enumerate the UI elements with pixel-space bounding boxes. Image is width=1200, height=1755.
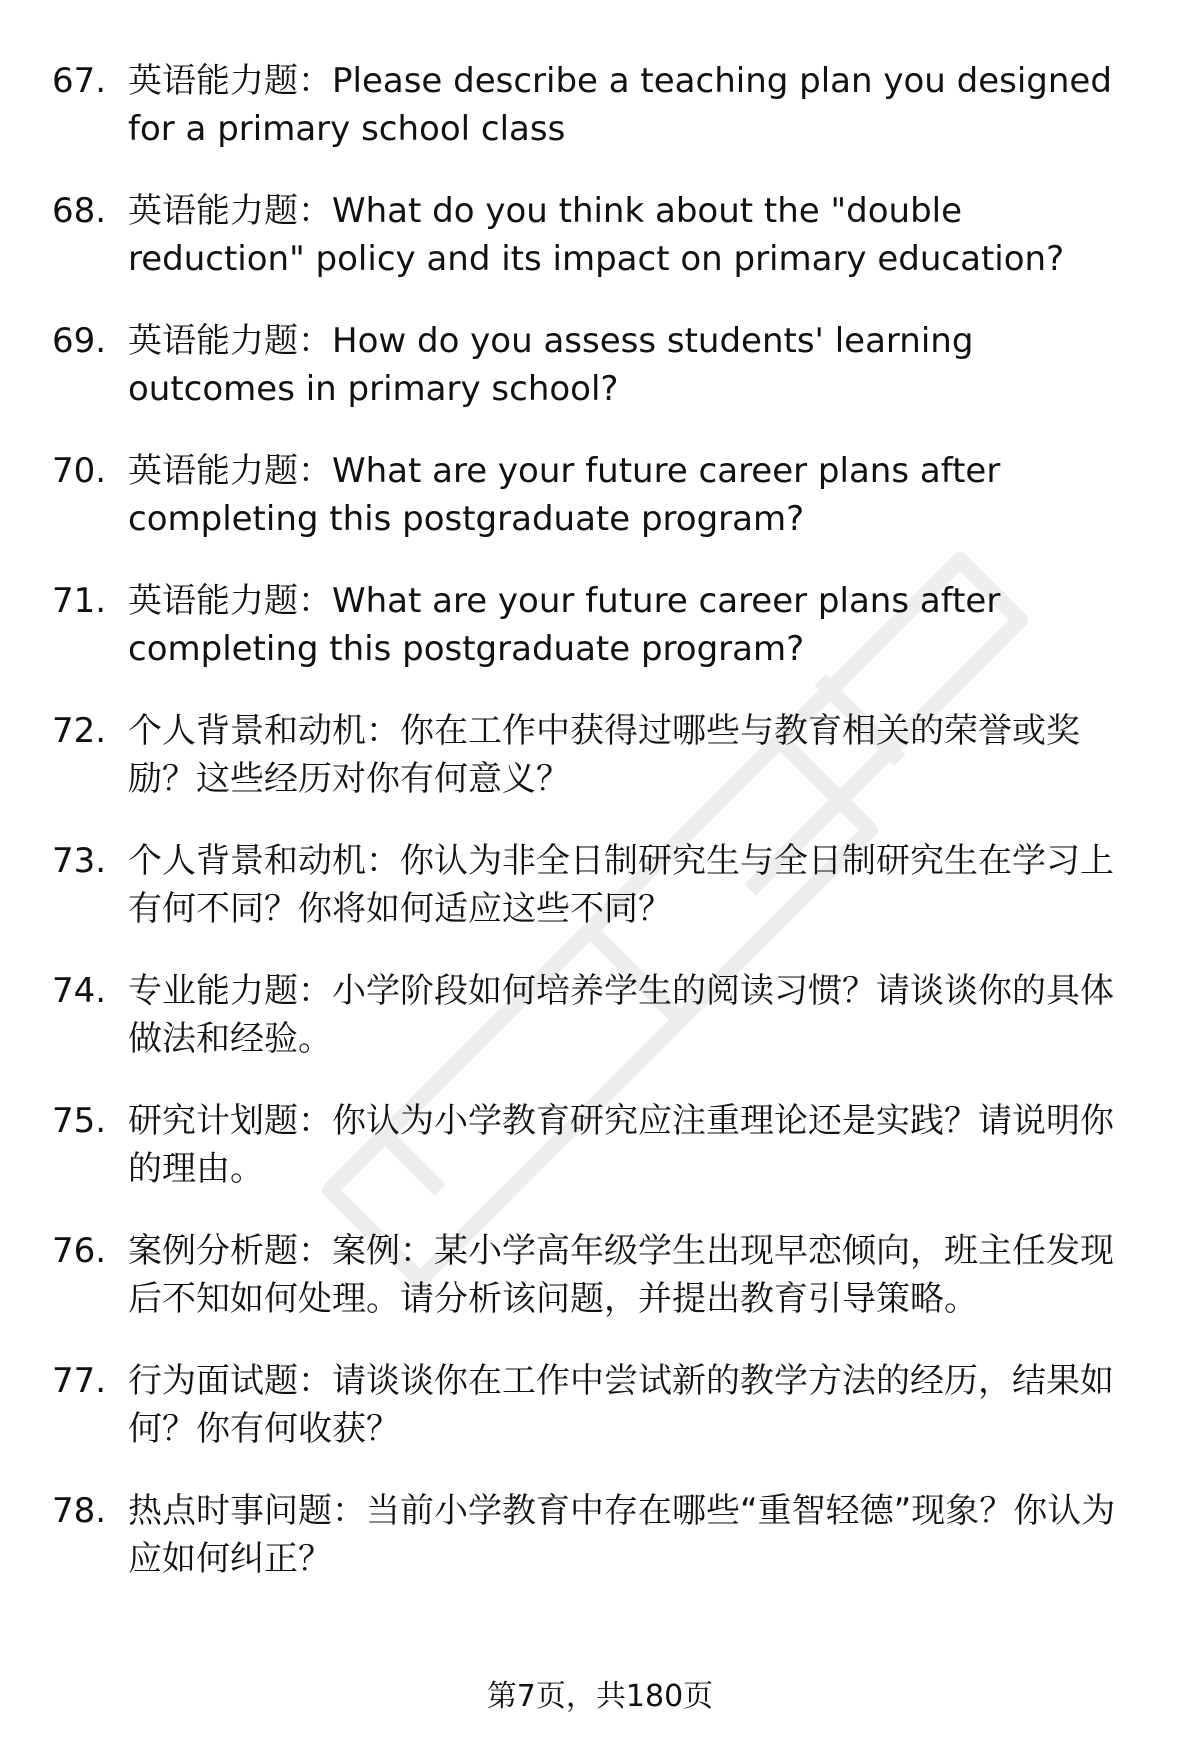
- question-text: 英语能力题：What are your future career plans after completing this postgraduate program?: [128, 451, 1001, 539]
- page-footer: [0, 1677, 1200, 1717]
- question-number: 69.: [52, 321, 107, 361]
- question-number: 72.: [52, 711, 107, 751]
- question-text: 个人背景和动机：你认为非全日制研究生与全日制研究生在学习上有何不同？你将如何适应这些不同？: [128, 841, 1114, 929]
- question-item: [52, 317, 1142, 413]
- question-item: [52, 447, 1142, 543]
- question-item: [52, 1357, 1142, 1453]
- question-text: 案例分析题：案例：某小学高年级学生出现早恋倾向，班主任发现后不知如何处理。请分析该问题，并提出教育引导策略。: [128, 1231, 1114, 1319]
- question-item: [52, 1097, 1142, 1193]
- question-text: 研究计划题：你认为小学教育研究应注重理论还是实践？请说明你的理由。: [128, 1101, 1114, 1189]
- question-item: [52, 187, 1142, 283]
- question-number: 71.: [52, 581, 107, 621]
- question-number: 74.: [52, 971, 107, 1011]
- question-number: 75.: [52, 1101, 107, 1141]
- question-item: [52, 967, 1142, 1063]
- question-number: 77.: [52, 1361, 107, 1401]
- question-text: 热点时事问题：当前小学教育中存在哪些“重智轻德”现象？你认为应如何纠正？: [128, 1491, 1116, 1579]
- question-text: 个人背景和动机：你在工作中获得过哪些与教育相关的荣誉或奖励？这些经历对你有何意义？: [128, 711, 1080, 799]
- question-list: [52, 57, 1142, 1617]
- question-item: [52, 577, 1142, 673]
- question-item: [52, 837, 1142, 933]
- question-number: 70.: [52, 451, 107, 491]
- question-item: [52, 1487, 1142, 1583]
- question-text: 英语能力题：How do you assess students' learning outcomes in primary school?: [128, 321, 974, 409]
- question-number: 67.: [52, 61, 107, 101]
- question-text: 英语能力题：What do you think about the "double reduction" policy and its impact on primary education?: [128, 191, 1065, 279]
- question-number: 76.: [52, 1231, 107, 1271]
- question-number: 68.: [52, 191, 107, 231]
- question-text: 英语能力题：Please describe a teaching plan you designed for a primary school class: [128, 61, 1112, 149]
- question-number: 78.: [52, 1491, 107, 1531]
- question-number: 73.: [52, 841, 107, 881]
- question-item: [52, 707, 1142, 803]
- question-item: [52, 57, 1142, 153]
- question-item: [52, 1227, 1142, 1323]
- page-number-label: 第7页，共180页: [486, 1679, 714, 1714]
- question-text: 行为面试题：请谈谈你在工作中尝试新的教学方法的经历，结果如何？你有何收获？: [128, 1361, 1114, 1449]
- question-text: 英语能力题：What are your future career plans after completing this postgraduate program?: [128, 581, 1001, 669]
- question-text: 专业能力题：小学阶段如何培养学生的阅读习惯？请谈谈你的具体做法和经验。: [128, 971, 1114, 1059]
